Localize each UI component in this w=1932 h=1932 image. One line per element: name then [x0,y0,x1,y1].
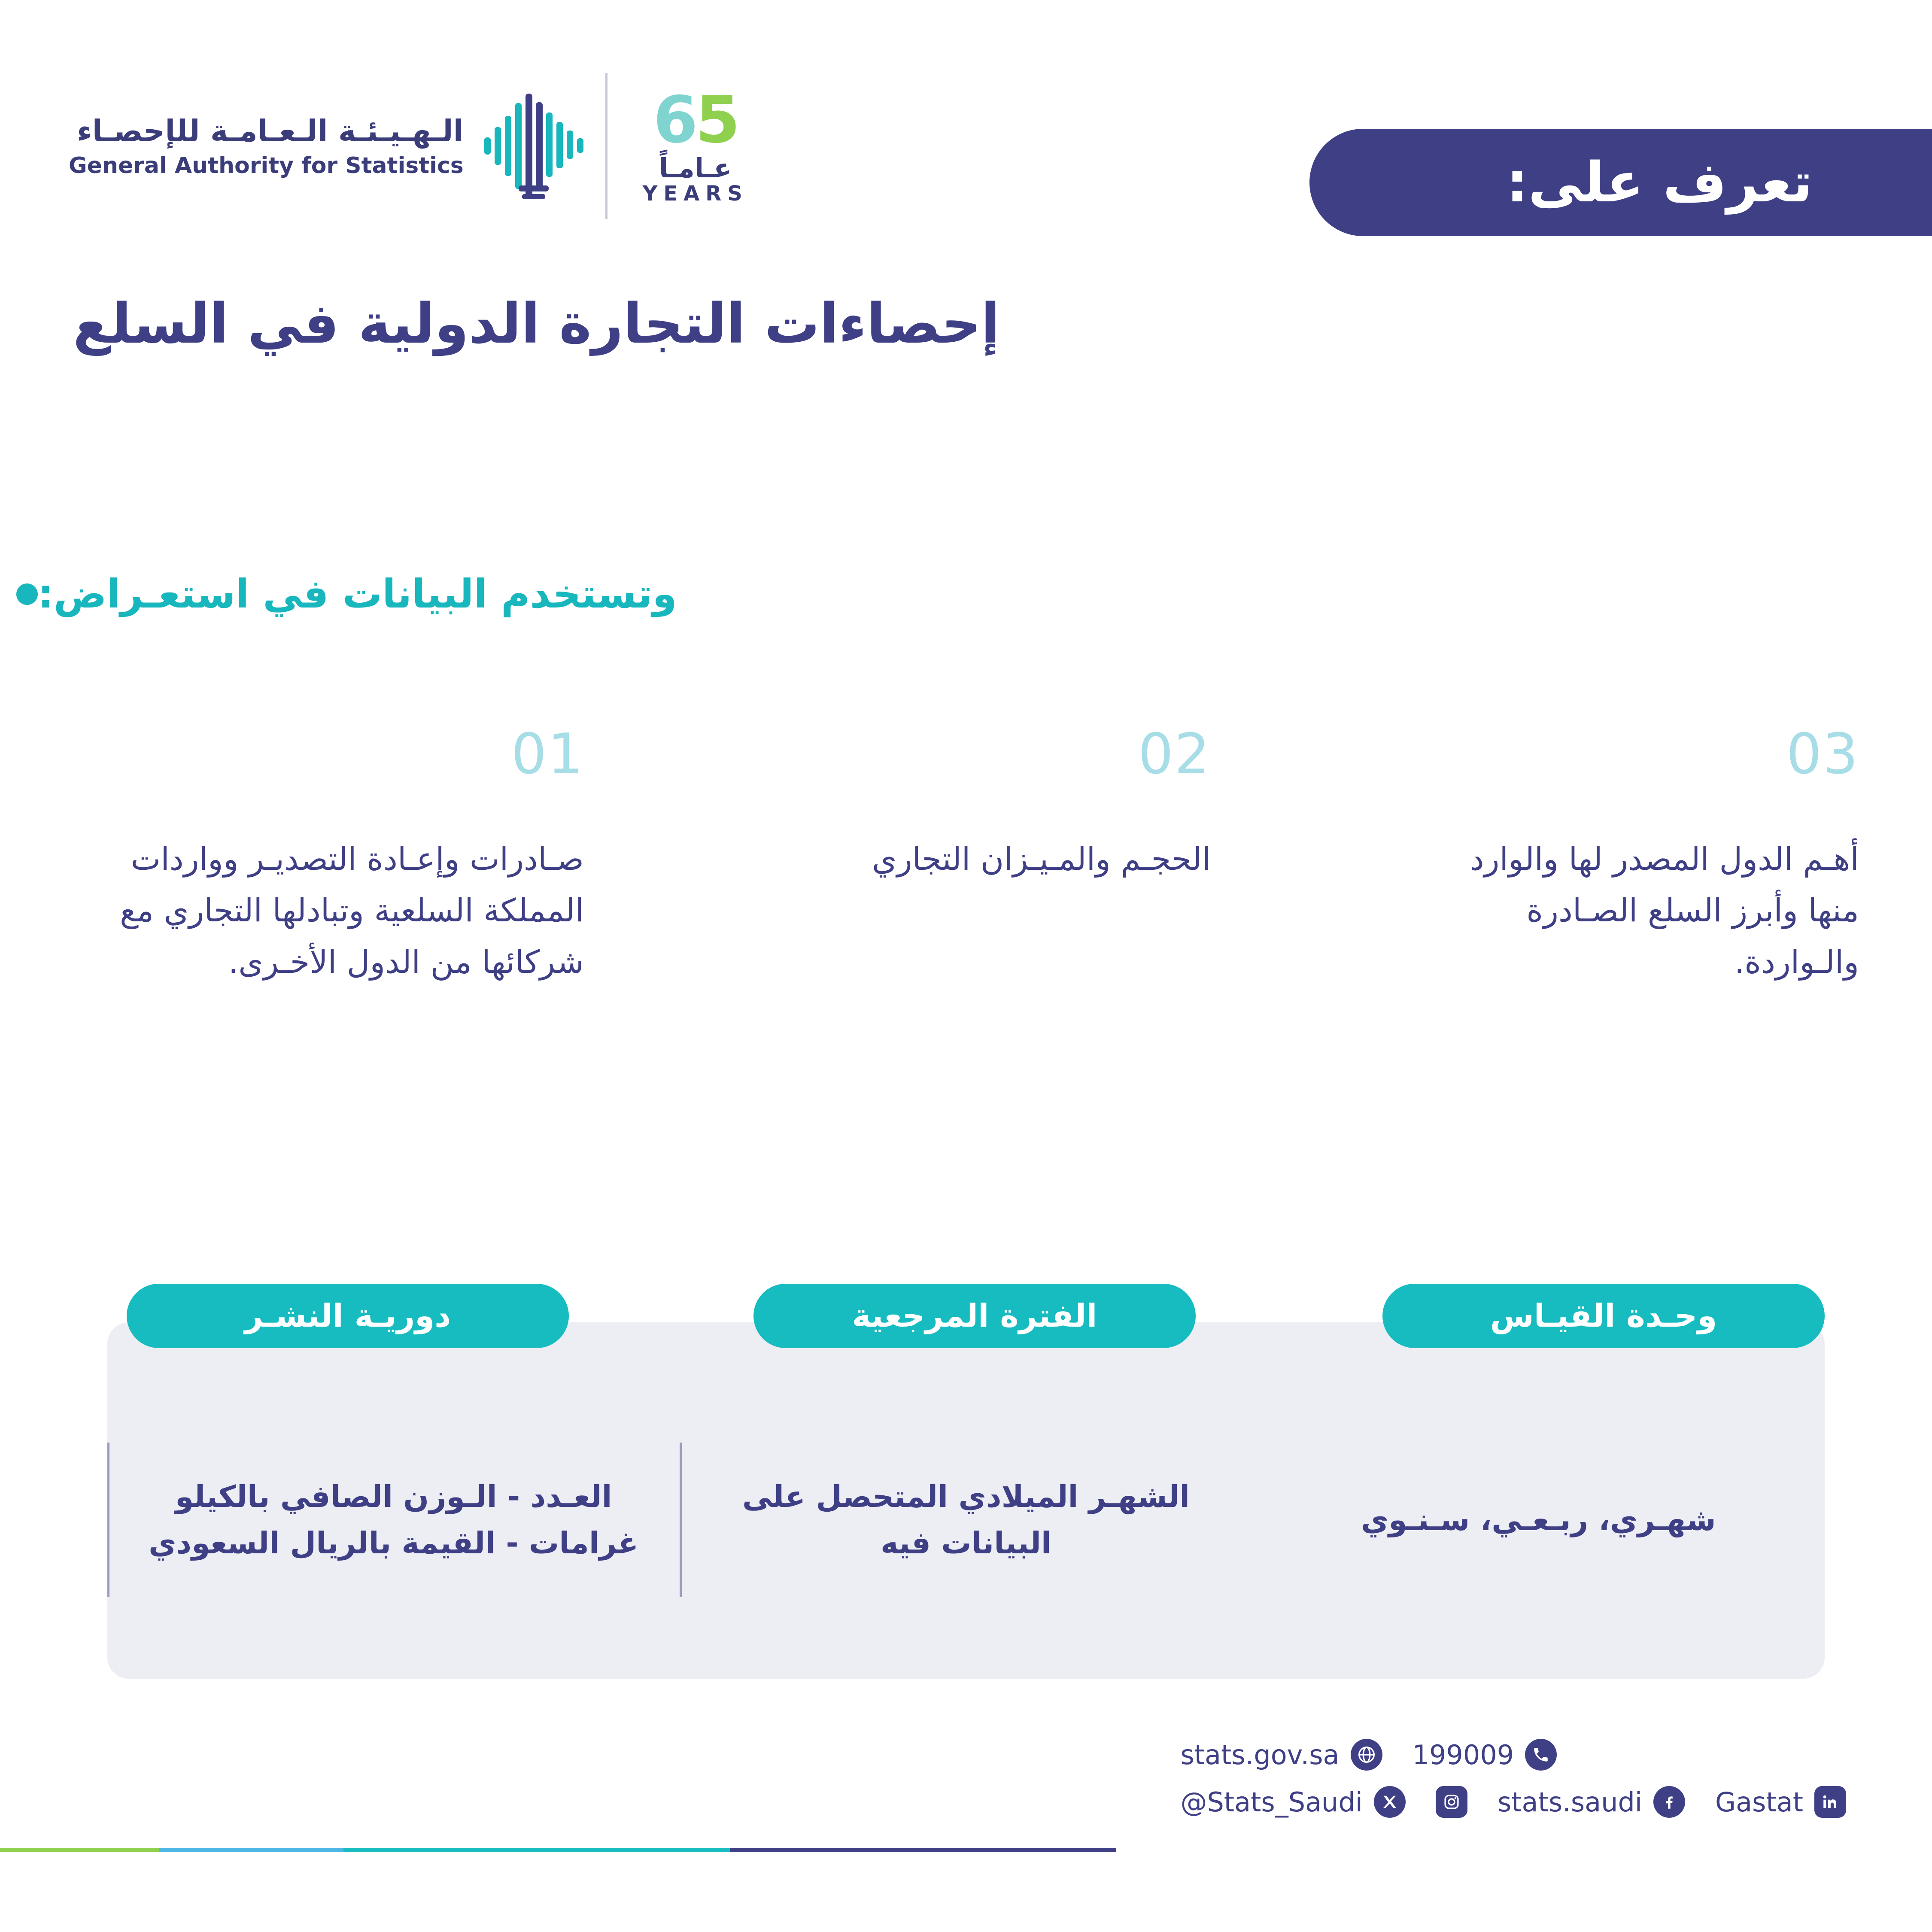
authority-name-ar: الـهـيـئـة الـعـامـة للإحصـاء [76,113,464,149]
accent-segment-navy [730,1848,1116,1852]
pill-frequency-label: دوريـة النشـر [244,1297,451,1334]
cell-unit-of-measure [107,1417,680,1623]
banner-label: تعرف على: [1506,150,1813,215]
contact-row-2 [1150,1786,1846,1818]
usage-index-03: 03 [1786,721,1859,787]
cell-publication-frequency [1252,1417,1825,1623]
instagram-icon [1436,1786,1467,1818]
value-reference-period: الشهـر الميلادي المتحصل على البيانات فيه [742,1479,1190,1561]
globe-icon [1351,1739,1382,1771]
linkedin-icon [1814,1786,1846,1818]
usage-index-01: 01 [511,721,584,787]
accent-segment-green [0,1848,159,1852]
contact-website[interactable] [1180,1739,1382,1771]
pill-period-label: الفترة المرجعية [852,1297,1097,1334]
accent-segment-blue [159,1848,343,1852]
accent-segment-teal [343,1848,730,1852]
bullet-dot-icon [16,583,38,605]
usage-text-02: الحجـم والمـيـزان التجاري [872,841,1211,878]
usage-columns [86,721,1859,988]
contact-instagram[interactable] [1436,1786,1467,1818]
gastat-wordmark [69,113,464,179]
logo-group [69,73,766,219]
banner-know-about [1309,129,1932,236]
usage-index-02: 02 [1138,721,1211,787]
logo-divider [605,73,608,219]
contact-info [1150,1739,1846,1833]
contact-linkedin[interactable] [1715,1786,1846,1818]
usage-column-01 [86,721,584,988]
contact-row-1 [1150,1739,1846,1771]
section-heading [0,571,1932,617]
usage-text-01: صـادرات وإعـادة التصديـر وواردات المملكة السلعية وتبادلها التجاري مع شركائها من الدول الأخـرى. [120,841,584,981]
metadata-values [107,1417,1825,1623]
gastat-mark-icon [481,86,588,206]
facebook-icon [1653,1786,1685,1818]
usage-text-03: أهـم الدول المصدر لها والوارد منها وأبرز السلع الصـادرة والـواردة. [1470,841,1859,981]
pill-unit-of-measure [1382,1284,1825,1348]
gastat-logo [69,86,588,206]
value-unit-of-measure: العـدد - الـوزن الصافي بالكيلو غرامات - القيمة بالريال السعودي [149,1479,639,1561]
page-title-text: إحصاءات التجارة الدولية في السلع [73,292,1000,356]
pill-unit-label: وحـدة القيـاس [1490,1297,1717,1334]
value-publication-frequency: شهـري، ربـعـي، سـنـوي [1361,1502,1716,1537]
phone-icon [1525,1739,1557,1771]
pill-publication-frequency [127,1284,569,1348]
x-twitter-label: @Stats_Saudi [1180,1786,1363,1818]
linkedin-label: Gastat [1715,1786,1803,1818]
website-label: stats.gov.sa [1180,1739,1340,1771]
anniversary-label-ar: عـامـاً [659,152,732,184]
usage-column-03 [1451,721,1859,988]
cell-reference-period [680,1417,1252,1623]
usage-column-02 [824,721,1211,988]
contact-facebook[interactable] [1498,1786,1685,1818]
anniversary-label-en: YEARS [642,182,748,206]
section-heading-text: وتستخدم البيانات في استعـراض: [38,571,677,617]
contact-x-twitter[interactable] [1180,1786,1406,1818]
authority-name-en: General Authority for Statistics [69,153,464,179]
contact-phone[interactable] [1413,1739,1557,1771]
footer-accent-line [0,1848,1116,1852]
page-title [0,292,1932,356]
footer [0,1739,1932,1880]
phone-label: 199009 [1412,1739,1514,1771]
facebook-label: stats.saudi [1497,1786,1643,1818]
pill-reference-period [753,1284,1196,1348]
anniversary-logo [625,83,766,206]
x-twitter-icon [1374,1786,1406,1818]
anniversary-number: 65 [653,83,738,158]
